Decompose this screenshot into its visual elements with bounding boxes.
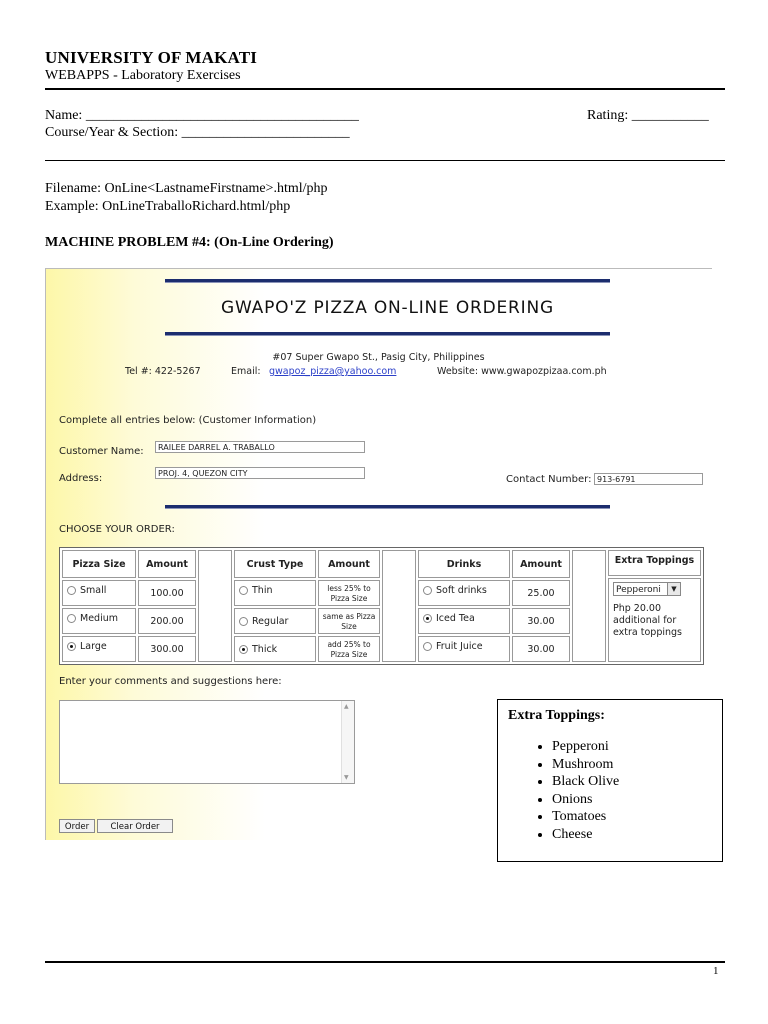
order-button[interactable]: Order [59,819,95,833]
pizza-option-large[interactable] [62,636,136,662]
filename-text: Filename: OnLine<LastnameFirstname>.html/php [45,181,328,196]
drink-iced-tea-label: Iced Tea [436,613,475,624]
extra-toppings-list [508,738,619,843]
pizza-small-amount: 100.00 [138,580,196,606]
radio-selected-icon[interactable] [67,642,76,651]
clear-order-button[interactable]: Clear Order [97,819,173,833]
crust-option-regular[interactable] [234,608,316,634]
pizza-option-medium[interactable] [62,608,136,634]
drink-option-soft-drinks[interactable] [418,580,510,606]
radio-selected-icon[interactable] [239,645,248,654]
list-item: • Pepperoni [552,738,619,756]
contact-number-label: Contact Number: [506,474,592,485]
customer-name-input[interactable]: RAILEE DARREL A. TRABALLO [155,441,365,453]
extra-toppings-cell [608,578,701,662]
drink-fruit-juice-label: Fruit Juice [436,641,483,652]
order-table [59,547,704,665]
crust-thin-amount: less 25% to Pizza Size [318,580,380,606]
shop-email-link[interactable]: gwapoz_pizza@yahoo.com [269,366,397,377]
rating-field-line: Rating: ___________ [587,108,709,123]
crust-option-thick[interactable] [234,636,316,662]
textarea-scrollbar[interactable] [341,701,354,783]
drinks-header: Drinks [418,550,510,578]
crust-option-thin[interactable] [234,580,316,606]
page-number: 1 [713,965,719,977]
chevron-down-icon[interactable]: ▼ [667,583,680,595]
pizza-large-amount: 300.00 [138,636,196,662]
choose-order-label: CHOOSE YOUR ORDER: [59,524,175,535]
pizza-small-label: Small [80,585,107,596]
title-bottom-bar [165,332,610,336]
drinks-amount-header: Amount [512,550,570,578]
example-text: Example: OnLineTraballoRichard.html/php [45,199,291,214]
shop-address: #07 Super Gwapo St., Pasig City, Philippines [272,352,485,363]
radio-icon[interactable] [423,642,432,651]
university-title: UNIVERSITY OF MAKATI [45,48,258,67]
pizza-option-small[interactable] [62,580,136,606]
drink-soft-label: Soft drinks [436,585,487,596]
list-item: • Onions [552,791,619,809]
spacer-cell [572,550,606,662]
comments-label: Enter your comments and suggestions here: [59,676,282,687]
section-divider [45,160,725,161]
extra-toppings-box-title: Extra Toppings: [508,708,605,723]
contact-number-input[interactable]: 913-6791 [594,473,703,485]
radio-icon[interactable] [239,617,248,626]
shop-tel: Tel #: 422-5267 [125,366,201,377]
list-item: • Tomatoes [552,808,619,826]
radio-icon[interactable] [423,586,432,595]
footer-divider [45,961,725,963]
crust-type-header: Crust Type [234,550,316,578]
pizza-medium-label: Medium [80,613,118,624]
spacer-cell [198,550,232,662]
crust-thick-label: Thick [252,644,278,655]
drink-fruit-juice-amount: 30.00 [512,636,570,662]
extra-toppings-note: Php 20.00 additional for extra toppings [613,603,683,638]
course-subtitle: WEBAPPS - Laboratory Exercises [45,68,241,83]
scroll-down-icon[interactable]: ▼ [344,774,349,781]
shop-title: GWAPO'Z PIZZA ON-LINE ORDERING [221,298,554,318]
crust-thick-amount: add 25% to Pizza Size [318,636,380,662]
radio-icon[interactable] [67,586,76,595]
list-item: • Mushroom [552,756,619,774]
course-field-line: Course/Year & Section: ________________________ [45,125,350,140]
crust-amount-header: Amount [318,550,380,578]
comments-textarea[interactable] [59,700,355,784]
screenshot-top-border [45,268,712,269]
problem-title: MACHINE PROBLEM #4: (On-Line Ordering) [45,235,334,250]
drink-option-iced-tea[interactable] [418,608,510,634]
list-item: • Black Olive [552,773,619,791]
form-divider-bar [165,505,610,509]
drink-option-fruit-juice[interactable] [418,636,510,662]
crust-thin-label: Thin [252,585,273,596]
extra-toppings-box [497,699,723,862]
shop-email-label: Email: [231,366,261,377]
title-top-bar [165,279,610,283]
radio-selected-icon[interactable] [423,614,432,623]
crust-regular-amount: same as Pizza Size [318,608,380,634]
customer-name-label: Customer Name: [59,446,144,457]
extra-toppings-header: Extra Toppings [608,550,701,576]
pizza-large-label: Large [80,641,107,652]
shop-website: Website: www.gwapozpizaa.com.ph [437,366,607,377]
radio-icon[interactable] [67,614,76,623]
extra-toppings-select[interactable] [613,582,681,596]
crust-regular-label: Regular [252,616,289,627]
pizza-size-header: Pizza Size [62,550,136,578]
extra-toppings-selected: Pepperoni [616,585,661,595]
address-label: Address: [59,473,103,484]
drink-soft-amount: 25.00 [512,580,570,606]
pizza-amount-header: Amount [138,550,196,578]
pizza-medium-amount: 200.00 [138,608,196,634]
radio-icon[interactable] [239,586,248,595]
name-field-line: Name: _______________________________________ [45,108,359,123]
drink-iced-tea-amount: 30.00 [512,608,570,634]
address-input[interactable]: PROJ. 4, QUEZON CITY [155,467,365,479]
header-divider [45,88,725,90]
scroll-up-icon[interactable]: ▲ [344,703,349,710]
spacer-cell [382,550,416,662]
form-instructions: Complete all entries below: (Customer Information) [59,415,317,426]
list-item: • Cheese [552,826,619,844]
